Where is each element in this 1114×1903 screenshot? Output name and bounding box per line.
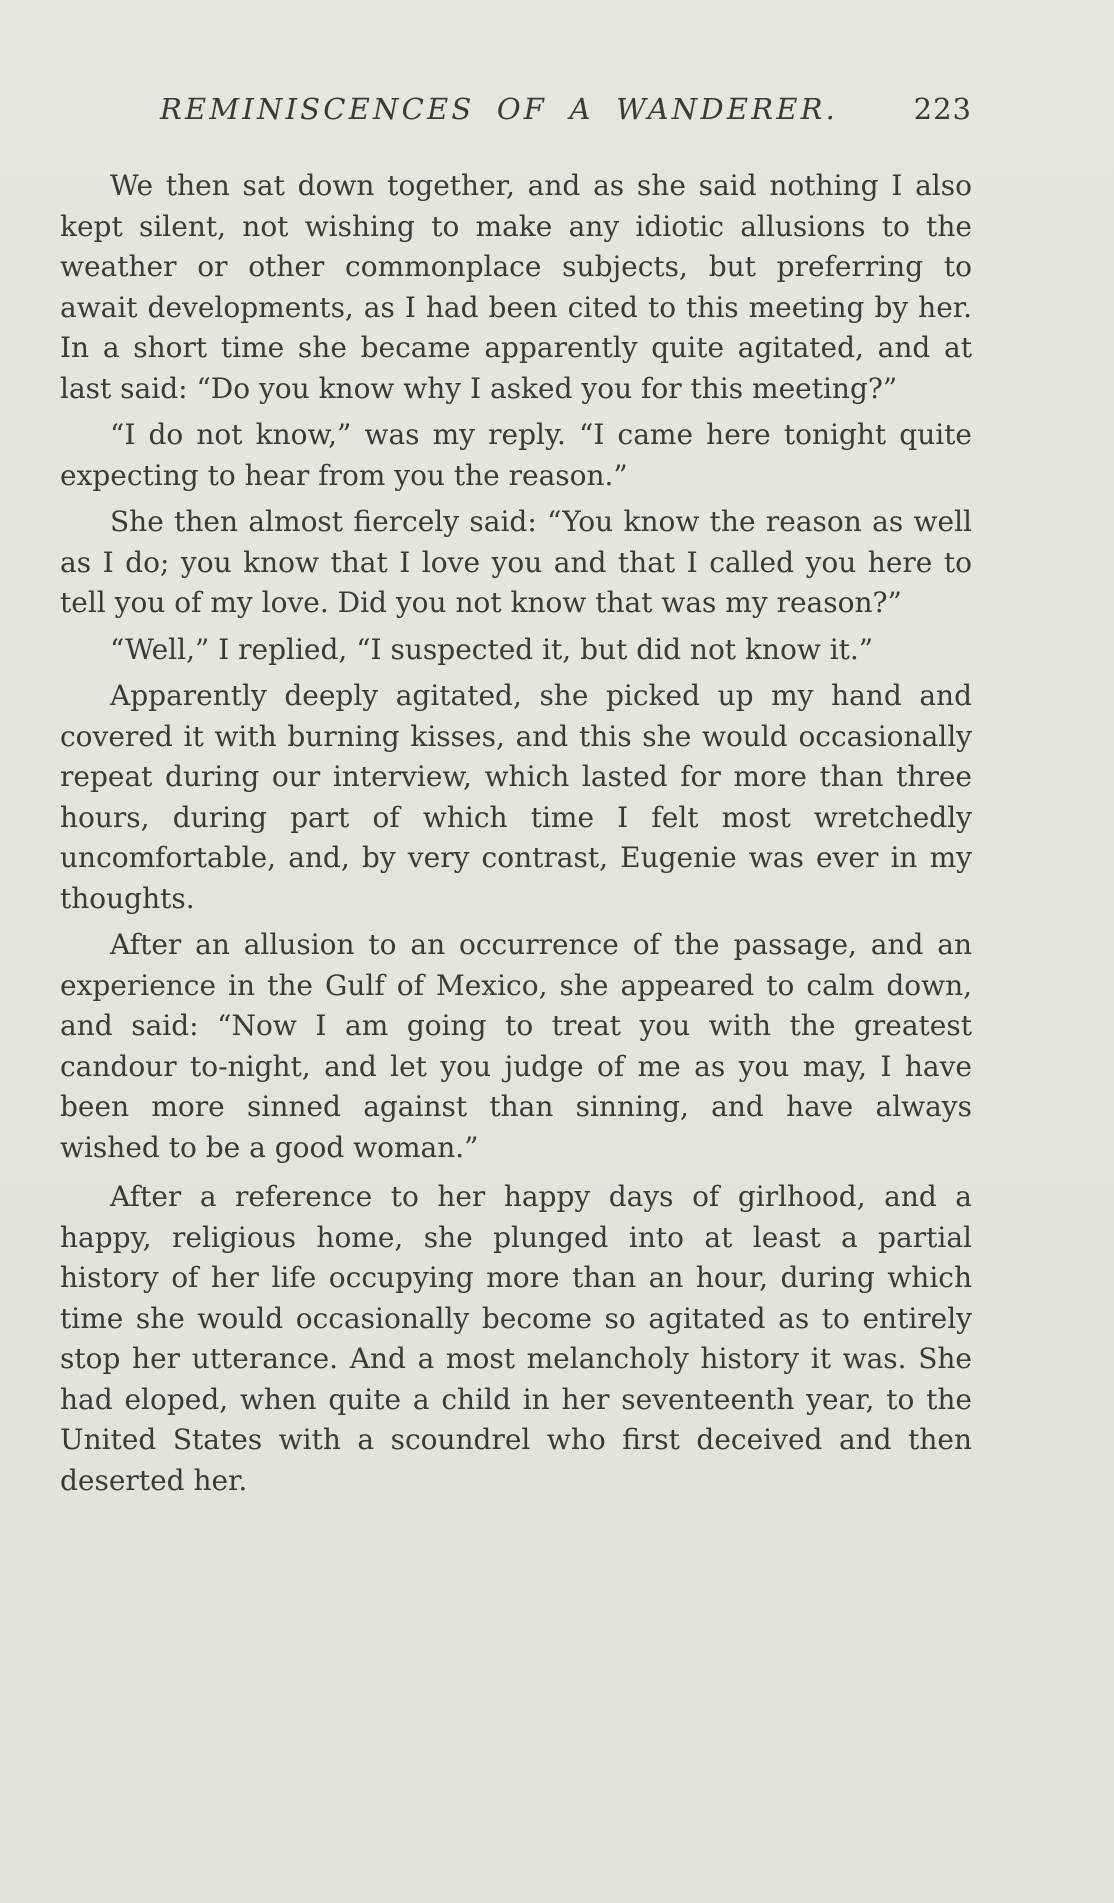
running-head: [160, 92, 972, 136]
paragraph: “I do not know,” was my reply. “I came here tonight quite expecting to hear from you the reason.”: [60, 418, 972, 492]
page-number: 223: [913, 92, 972, 126]
paragraph: Apparently deeply agitated, she picked up my hand and covered it with burning kisses, and this she would occasionally repeat during our interview, which lasted for more than three hours, during part of which time I felt most wretchedly uncomfortable, and, by very contrast, Eugenie was ever in my thoughts.: [60, 679, 972, 915]
body-text: [60, 166, 972, 1507]
paragraph: “Well,” I replied, “I suspected it, but did not know it.”: [110, 632, 874, 666]
paragraph: After an allusion to an occurrence of the passage, and an experience in the Gulf of Mexico, she appeared to calm down, and said: “Now I am going to treat you with the greatest candour to-night, and let you judge of me as you may, I have been more sinned against than sinning, and have always wished to be a good woman.”: [60, 928, 972, 1164]
paragraph: We then sat down together, and as she said nothing I also kept silent, not wishing to make any idiotic allusions to the weather or other commonplace subjects, but preferring to await developments, as I had been cited to this meeting by her. In a short time she became apparently quite agitated, and at last said: “Do you know why I asked you for this meeting?”: [60, 169, 972, 405]
running-title: REMINISCENCES OF A WANDERER.: [160, 92, 839, 126]
paragraph: After a reference to her happy days of girlhood, and a happy, religious home, she plunged into at least a partial history of her life occupying more than an hour, during which time she would occasionally become so agitated as to entirely stop her utterance. And a most melancholy history it was. She had eloped, when quite a child in her seventeenth year, to the United States with a scoundrel who first deceived and then deserted her.: [60, 1180, 972, 1497]
paragraph: She then almost fiercely said: “You know the reason as well as I do; you know that I love you and that I called you here to tell you of my love. Did you not know that was my reason?”: [60, 505, 972, 619]
